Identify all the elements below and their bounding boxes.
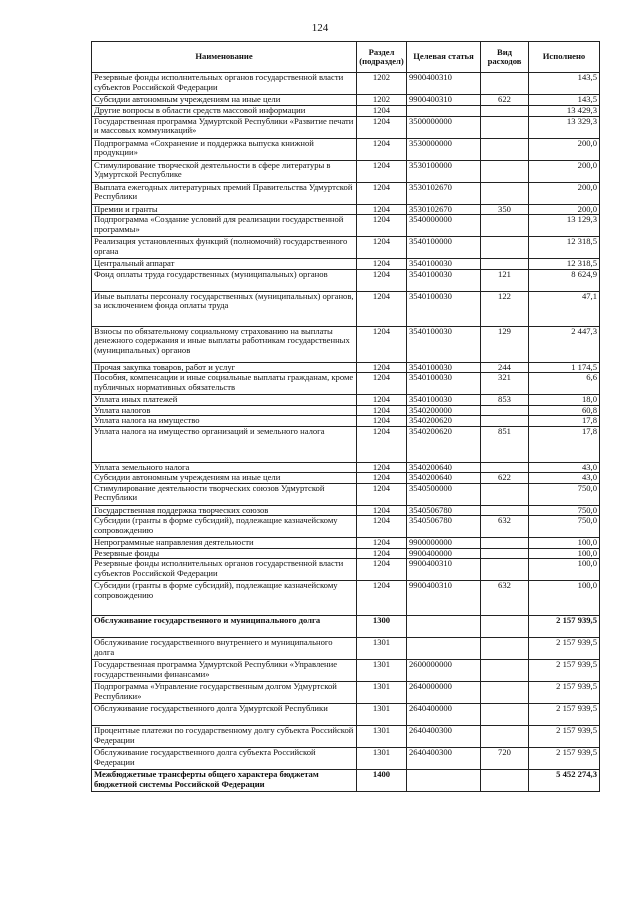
row-expense [481,559,529,581]
row-value: 2 157 939,5 [529,726,600,748]
row-target: 3540200000 [407,405,481,416]
row-name: Субсидии автономным учреждениям на иные цели [92,473,357,484]
row-name: Резервные фонды исполнительных органов государственной власти субъектов Российской Федерации [92,559,357,581]
header-name: Наименование [92,42,357,73]
row-name: Подпрограмма «Создание условий для реализации государственной программы» [92,215,357,237]
row-target: 2640400300 [407,726,481,748]
row-section: 1204 [357,473,407,484]
row-target: 3540100030 [407,362,481,373]
row-section: 1204 [357,291,407,326]
row-value: 200,0 [529,138,600,160]
row-section: 1301 [357,726,407,748]
row-section: 1204 [357,106,407,117]
row-name: Субсидии (гранты в форме субсидий), подлежащие казначейскому сопровождению [92,516,357,538]
row-name: Реализация установленных функций (полномочий) государственного органа [92,237,357,259]
row-name: Взносы по обязательному социальному страхованию на выплаты денежного содержания и иные выплаты работникам государственных (муниципальных) органов [92,326,357,362]
row-section: 1204 [357,259,407,270]
row-section: 1202 [357,73,407,95]
header-expense: Вид расходов [481,42,529,73]
table-row [92,426,600,462]
row-value: 750,0 [529,505,600,516]
row-target: 3540100030 [407,373,481,395]
row-section: 1204 [357,373,407,395]
row-value: 143,5 [529,95,600,106]
row-expense: 622 [481,95,529,106]
row-name: Уплата земельного налога [92,462,357,473]
row-section: 1204 [357,237,407,259]
row-expense [481,704,529,726]
budget-execution-table [91,41,600,792]
row-target [407,638,481,660]
row-name: Премии и гранты [92,204,357,215]
table-row [92,538,600,549]
row-target: 3530102670 [407,182,481,204]
table-row [92,204,600,215]
row-target: 3540000000 [407,215,481,237]
header-executed: Исполнено [529,42,600,73]
row-name: Пособия, компенсации и иные социальные выплаты гражданам, кроме публичных нормативных обязательств [92,373,357,395]
row-name: Обслуживание государственного долга субъекта Российской Федерации [92,748,357,770]
row-value: 750,0 [529,516,600,538]
row-value: 6,6 [529,373,600,395]
row-target: 3540200620 [407,426,481,462]
table-row [92,215,600,237]
row-section: 1204 [357,483,407,505]
row-target [407,616,481,638]
row-target: 3540100030 [407,326,481,362]
row-name: Процентные платежи по государственному долгу субъекта Российской Федерации [92,726,357,748]
row-target: 9900400310 [407,581,481,616]
row-target [407,106,481,117]
row-name: Уплата налога на имущество [92,416,357,427]
row-name: Центральный аппарат [92,259,357,270]
table-row [92,581,600,616]
row-expense [481,215,529,237]
row-expense: 122 [481,291,529,326]
row-target: 9900000000 [407,538,481,549]
row-value: 2 157 939,5 [529,616,600,638]
row-value: 2 157 939,5 [529,638,600,660]
row-value: 47,1 [529,291,600,326]
table-row [92,726,600,748]
table-row [92,259,600,270]
row-name: Уплата налогов [92,405,357,416]
row-name: Обслуживание государственного и муниципального долга [92,616,357,638]
row-value: 750,0 [529,483,600,505]
row-name: Подпрограмма «Управление государственным долгом Удмуртской Республики» [92,682,357,704]
row-name: Государственная программа Удмуртской Республики «Развитие печати и массовых коммуникаций» [92,116,357,138]
row-value: 12 318,5 [529,237,600,259]
row-value: 17,8 [529,426,600,462]
row-value: 2 447,3 [529,326,600,362]
row-expense [481,462,529,473]
row-value: 200,0 [529,160,600,182]
row-expense [481,682,529,704]
row-target: 3540100000 [407,237,481,259]
row-expense [481,405,529,416]
row-section: 1204 [357,204,407,215]
row-section: 1301 [357,748,407,770]
row-value: 200,0 [529,182,600,204]
table-row [92,326,600,362]
row-section: 1204 [357,516,407,538]
row-value: 13 429,3 [529,106,600,117]
row-section: 1204 [357,462,407,473]
table-row [92,291,600,326]
table-row [92,160,600,182]
row-target: 3540506780 [407,516,481,538]
row-target: 2640000000 [407,682,481,704]
row-target: 2600000000 [407,660,481,682]
table-row [92,116,600,138]
table-row [92,616,600,638]
row-section: 1204 [357,416,407,427]
row-expense [481,182,529,204]
row-target: 3540200620 [407,416,481,427]
row-value: 100,0 [529,581,600,616]
row-value: 1 174,5 [529,362,600,373]
row-value: 100,0 [529,559,600,581]
row-name: Фонд оплаты труда государственных (муниципальных) органов [92,269,357,291]
row-target: 3540100030 [407,395,481,406]
row-section: 1202 [357,95,407,106]
row-value: 43,0 [529,473,600,484]
row-section: 1204 [357,548,407,559]
table-row [92,73,600,95]
row-section: 1204 [357,395,407,406]
row-target: 3500000000 [407,116,481,138]
table-row [92,638,600,660]
row-section: 1204 [357,426,407,462]
row-name: Субсидии (гранты в форме субсидий), подлежащие казначейскому сопровождению [92,581,357,616]
row-section: 1204 [357,215,407,237]
row-target: 3530102670 [407,204,481,215]
row-section: 1204 [357,559,407,581]
row-target: 3540100030 [407,269,481,291]
row-expense [481,160,529,182]
row-section: 1204 [357,405,407,416]
row-section: 1301 [357,682,407,704]
row-name: Прочая закупка товаров, работ и услуг [92,362,357,373]
row-target: 3540100030 [407,291,481,326]
row-name: Подпрограмма «Сохранение и поддержка выпуска книжной продукции» [92,138,357,160]
row-name: Резервные фонды исполнительных органов государственной власти субъектов Российской Федерации [92,73,357,95]
row-name: Непрограммные направления деятельности [92,538,357,549]
row-section: 1301 [357,660,407,682]
row-expense: 350 [481,204,529,215]
row-expense: 720 [481,748,529,770]
row-section: 1204 [357,182,407,204]
page-number: 124 [311,22,329,34]
row-expense [481,106,529,117]
row-expense [481,616,529,638]
row-name: Резервные фонды [92,548,357,559]
row-value: 13 329,3 [529,116,600,138]
row-expense: 321 [481,373,529,395]
row-name: Уплата иных платежей [92,395,357,406]
row-section: 1204 [357,326,407,362]
table-row [92,748,600,770]
table-row [92,405,600,416]
row-value: 17,8 [529,416,600,427]
row-target: 3540200640 [407,473,481,484]
row-section: 1301 [357,638,407,660]
row-expense [481,138,529,160]
row-target: 3540506780 [407,505,481,516]
row-name: Уплата налога на имущество организаций и земельного налога [92,426,357,462]
table-row [92,483,600,505]
row-name: Стимулирование деятельности творческих союзов Удмуртской Республики [92,483,357,505]
table-row [92,362,600,373]
row-expense: 244 [481,362,529,373]
row-target: 9900400310 [407,73,481,95]
table-row [92,505,600,516]
row-target: 2640400300 [407,748,481,770]
table-row [92,462,600,473]
row-section: 1204 [357,138,407,160]
row-expense [481,505,529,516]
header-section: Раздел (подраздел) [357,42,407,73]
table-row [92,473,600,484]
table-row [92,548,600,559]
row-value: 2 157 939,5 [529,660,600,682]
row-section: 1204 [357,362,407,373]
row-expense: 632 [481,516,529,538]
table-row [92,516,600,538]
row-value: 2 157 939,5 [529,682,600,704]
row-section: 1400 [357,770,407,792]
table-header-row [92,42,600,73]
row-expense [481,116,529,138]
row-expense: 851 [481,426,529,462]
row-value: 18,0 [529,395,600,406]
table-row [92,395,600,406]
row-expense [481,726,529,748]
row-section: 1204 [357,116,407,138]
row-expense [481,237,529,259]
row-name: Государственная поддержка творческих союзов [92,505,357,516]
row-name: Государственная программа Удмуртской Республики «Управление государственными финансами» [92,660,357,682]
table-row [92,138,600,160]
table-row [92,682,600,704]
table-row [92,182,600,204]
row-target: 9900400310 [407,559,481,581]
row-section: 1301 [357,704,407,726]
row-target [407,770,481,792]
row-target: 9900400000 [407,548,481,559]
row-value: 60,8 [529,405,600,416]
row-target: 3540100030 [407,259,481,270]
row-expense [481,483,529,505]
row-section: 1204 [357,538,407,549]
row-expense [481,638,529,660]
row-value: 8 624,9 [529,269,600,291]
row-expense: 121 [481,269,529,291]
row-expense [481,660,529,682]
row-value: 200,0 [529,204,600,215]
row-section: 1204 [357,269,407,291]
row-expense: 622 [481,473,529,484]
row-target: 2640400000 [407,704,481,726]
row-expense: 853 [481,395,529,406]
row-section: 1204 [357,581,407,616]
row-section: 1204 [357,505,407,516]
row-name: Обслуживание государственного внутреннего и муниципального долга [92,638,357,660]
table-row [92,660,600,682]
row-name: Иные выплаты персоналу государственных (муниципальных) органов, за исключением фонда оплаты труда [92,291,357,326]
row-target: 3530000000 [407,138,481,160]
row-name: Субсидии автономным учреждениям на иные цели [92,95,357,106]
row-name: Стимулирование творческой деятельности в сфере литературы в Удмуртской Республике [92,160,357,182]
row-value: 143,5 [529,73,600,95]
row-name: Обслуживание государственного долга Удмуртской Республики [92,704,357,726]
table-row [92,416,600,427]
row-value: 12 318,5 [529,259,600,270]
row-section: 1300 [357,616,407,638]
table-row [92,95,600,106]
row-expense [481,770,529,792]
header-target: Целевая статья [407,42,481,73]
row-target: 9900400310 [407,95,481,106]
row-value: 100,0 [529,548,600,559]
row-expense [481,416,529,427]
row-expense [481,259,529,270]
row-value: 13 129,3 [529,215,600,237]
row-expense: 632 [481,581,529,616]
row-expense [481,538,529,549]
row-name: Другие вопросы в области средств массовой информации [92,106,357,117]
row-value: 43,0 [529,462,600,473]
row-value: 2 157 939,5 [529,748,600,770]
row-value: 100,0 [529,538,600,549]
row-target: 3540500000 [407,483,481,505]
row-expense [481,548,529,559]
row-value: 2 157 939,5 [529,704,600,726]
table-row [92,237,600,259]
row-name: Выплата ежегодных литературных премий Правительства Удмуртской Республики [92,182,357,204]
row-name: Межбюджетные трансферты общего характера бюджетам бюджетной системы Российской Федерации [92,770,357,792]
table-row [92,106,600,117]
row-expense: 129 [481,326,529,362]
table-row [92,559,600,581]
table-row [92,269,600,291]
table-row [92,373,600,395]
row-value: 5 452 274,3 [529,770,600,792]
row-target: 3530100000 [407,160,481,182]
row-expense [481,73,529,95]
table-row [92,704,600,726]
table-row [92,770,600,792]
row-target: 3540200640 [407,462,481,473]
row-section: 1204 [357,160,407,182]
